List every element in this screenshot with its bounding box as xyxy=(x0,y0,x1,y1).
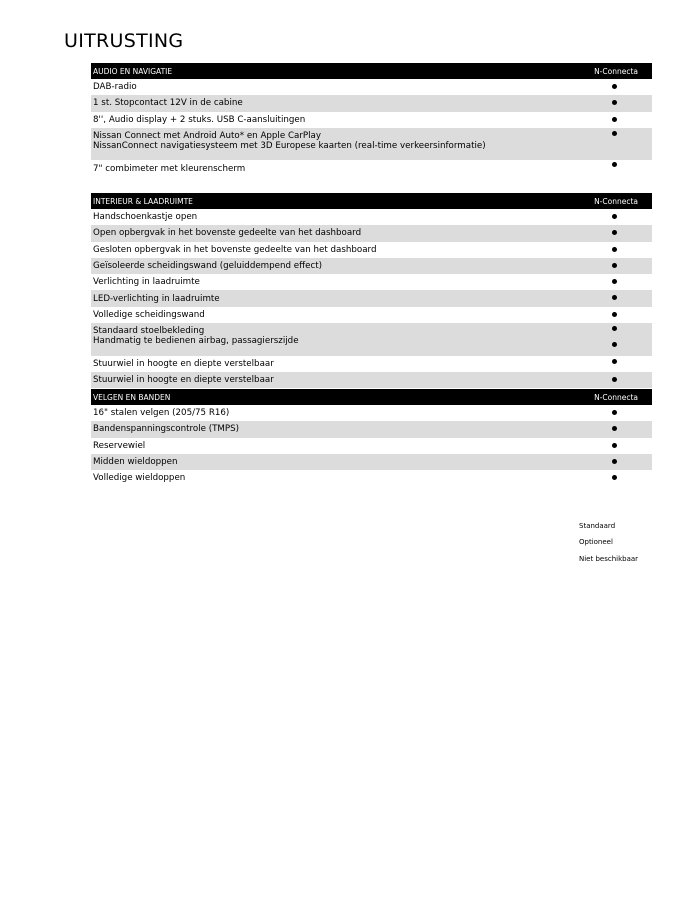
legend-standard: Standaard xyxy=(579,522,616,530)
row-label: Open opbergvak in het bovenste gedeelte van het dashboard xyxy=(93,228,362,239)
legend-not-available: Niet beschikbaar xyxy=(579,554,639,563)
table-row xyxy=(91,112,652,128)
section-title: AUDIO EN NAVIGATIE xyxy=(93,66,173,76)
section-header xyxy=(91,63,652,79)
section-header xyxy=(91,389,652,405)
section-audio-navigatie xyxy=(91,63,652,177)
table-row xyxy=(91,95,652,111)
table-row xyxy=(91,209,652,225)
table-row xyxy=(91,405,652,421)
row-label: Reservewiel xyxy=(93,440,146,451)
standard-dot xyxy=(612,459,617,464)
section-interieur-laadruimte xyxy=(91,193,652,388)
table-row xyxy=(91,274,652,290)
row-label: Bandenspanningscontrole (TMPS) xyxy=(93,424,240,435)
column-label: N-Connecta xyxy=(594,66,638,76)
row-label: Verlichting in laadruimte xyxy=(93,277,200,288)
standard-dot xyxy=(612,443,617,448)
standard-dot xyxy=(612,410,617,415)
standard-dot xyxy=(612,342,617,347)
standard-dot xyxy=(612,247,617,252)
column-label: N-Connecta xyxy=(594,392,638,402)
row-label: 1 st. Stopcontact 12V in de cabine xyxy=(93,98,243,109)
table-row xyxy=(91,307,652,323)
table-row xyxy=(91,421,652,437)
standard-dot xyxy=(612,263,617,268)
standard-dot xyxy=(612,312,617,317)
table-row xyxy=(91,242,652,258)
row-label: Stuurwiel in hoogte en diepte verstelbaar xyxy=(93,358,274,369)
standard-dot xyxy=(612,359,617,364)
legend-optional: Optioneel xyxy=(579,538,613,547)
row-label: Midden wieldoppen xyxy=(93,457,178,468)
row-label: Volledige wieldoppen xyxy=(93,473,186,484)
row-label: 16" stalen velgen (205/75 R16) xyxy=(93,408,230,419)
table-row xyxy=(91,470,652,486)
standard-dot xyxy=(612,117,617,122)
row-label: Handschoenkastje open xyxy=(93,212,198,223)
table-row xyxy=(91,372,652,388)
table-row xyxy=(91,323,652,356)
section-title: VELGEN EN BANDEN xyxy=(93,392,171,402)
row-label: Nissan Connect met Android Auto* en Apple CarPlay xyxy=(93,130,322,141)
legend xyxy=(579,522,638,571)
table-row xyxy=(91,258,652,274)
row-label: Handmatig te bedienen airbag, passagierszijde xyxy=(93,336,299,347)
row-label: Geïsoleerde scheidingswand (geluiddempend effect) xyxy=(93,261,323,272)
row-label: NissanConnect navigatiesysteem met 3D Europese kaarten (real-time verkeersinformatie) xyxy=(93,140,486,151)
table-row xyxy=(91,79,652,95)
section-velgen-banden xyxy=(91,389,652,486)
row-label: Stuurwiel in hoogte en diepte verstelbaar xyxy=(93,375,274,386)
row-label: 7" combimeter met kleurenscherm xyxy=(93,163,246,174)
row-label: LED-verlichting in laadruimte xyxy=(93,293,220,304)
table-row xyxy=(91,128,652,161)
table-row xyxy=(91,290,652,306)
row-label: Volledige scheidingswand xyxy=(93,309,205,320)
section-title: INTERIEUR & LAADRUIMTE xyxy=(93,196,193,206)
section-header xyxy=(91,193,652,209)
standard-dot xyxy=(612,214,617,219)
table-row xyxy=(91,160,652,176)
column-label: N-Connecta xyxy=(594,196,638,206)
row-label: Standaard stoelbekleding xyxy=(93,326,205,337)
standard-dot xyxy=(612,131,617,136)
table-row xyxy=(91,454,652,470)
table-row xyxy=(91,356,652,372)
row-label: DAB-radio xyxy=(93,82,137,93)
row-label: 8'', Audio display + 2 stuks. USB C-aansluitingen xyxy=(93,114,306,125)
table-row xyxy=(91,225,652,241)
table-row xyxy=(91,438,652,454)
page-title: UITRUSTING xyxy=(64,30,184,52)
row-label: Gesloten opbergvak in het bovenste gedeelte van het dashboard xyxy=(93,244,377,255)
standard-dot xyxy=(612,84,617,89)
standard-dot xyxy=(612,377,617,382)
